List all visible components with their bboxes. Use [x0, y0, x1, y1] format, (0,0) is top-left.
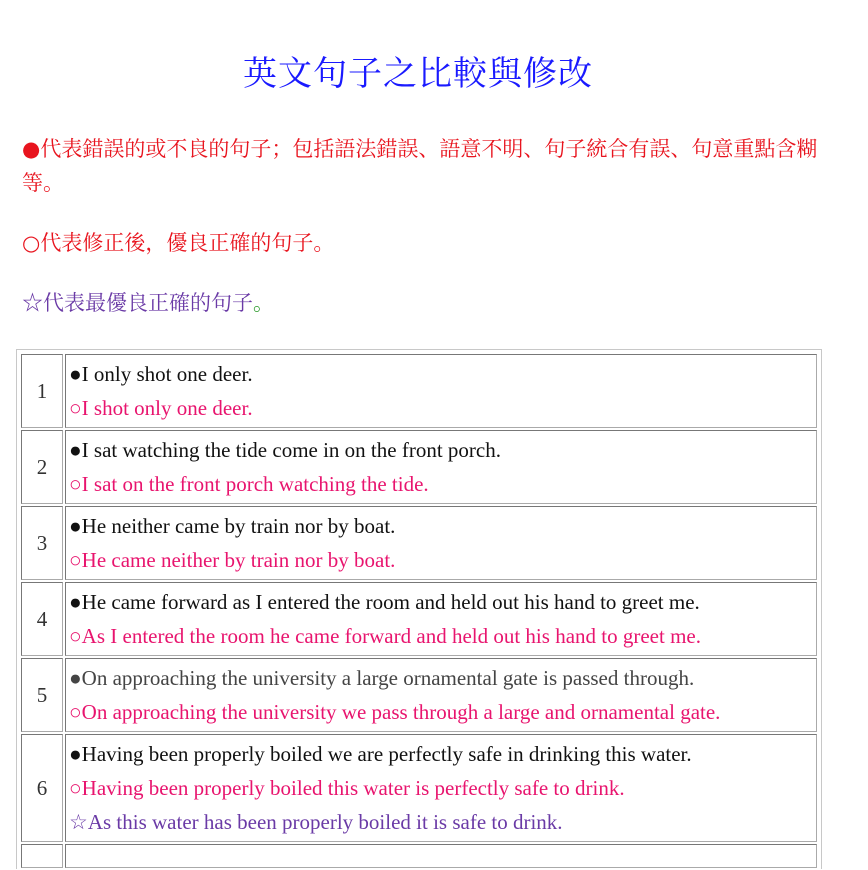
page-title: 英文句子之比較與修改 [243, 54, 593, 94]
row-number: 3 [21, 506, 63, 580]
table-row [21, 582, 817, 656]
legend-corrected-sentence: ○代表修正後，優良正確的句子。 [22, 231, 335, 255]
table-row [21, 506, 817, 580]
bad-sentence: ●I only shot one deer. [69, 362, 253, 386]
bad-sentence: ●On approaching the university a large ornamental gate is passed through. [69, 666, 695, 690]
sentence-cell [65, 506, 817, 580]
corrected-sentence: ○I sat on the front porch watching the tide. [69, 472, 429, 496]
sentence-cell [65, 844, 817, 868]
row-number: 4 [21, 582, 63, 656]
table-row [21, 354, 817, 428]
legend-best-sentence [22, 286, 274, 320]
row-number: 5 [21, 658, 63, 732]
best-sentence: ☆As this water has been properly boiled it is safe to drink. [69, 810, 563, 834]
row-number [21, 844, 63, 868]
sentence-cell [65, 354, 817, 428]
row-number: 6 [21, 734, 63, 842]
bad-sentence: ●Having been properly boiled we are perfectly safe in drinking this water. [69, 742, 692, 766]
corrected-sentence: ○He came neither by train nor by boat. [69, 548, 396, 572]
corrected-sentence: ○As I entered the room he came forward and held out his hand to greet me. [69, 624, 701, 648]
table-row [21, 844, 817, 868]
sentence-cell [65, 582, 817, 656]
bad-sentence: ●He came forward as I entered the room and held out his hand to greet me. [69, 590, 700, 614]
sentence-cell [65, 658, 817, 732]
bad-sentence: ●He neither came by train nor by boat. [69, 514, 396, 538]
row-number: 1 [21, 354, 63, 428]
sentence-cell [65, 734, 817, 842]
bad-sentence: ●I sat watching the tide come in on the front porch. [69, 438, 501, 462]
table-row [21, 658, 817, 732]
row-number: 2 [21, 430, 63, 504]
legend-best-text: ☆代表最優良正確的句子 [22, 291, 253, 315]
corrected-sentence: ○I shot only one deer. [69, 396, 253, 420]
legend-bad-sentence: ●代表錯誤的或不良的句子；包括語法錯誤、語意不明、句子統合有誤、句意重點含糊等。 [22, 137, 818, 195]
legend-best-period: 。 [253, 291, 274, 315]
table-row [21, 734, 817, 842]
table-row [21, 430, 817, 504]
sentence-comparison-table [16, 349, 822, 869]
corrected-sentence: ○On approaching the university we pass through a large and ornamental gate. [69, 700, 721, 724]
sentence-cell [65, 430, 817, 504]
corrected-sentence: ○Having been properly boiled this water is perfectly safe to drink. [69, 776, 625, 800]
